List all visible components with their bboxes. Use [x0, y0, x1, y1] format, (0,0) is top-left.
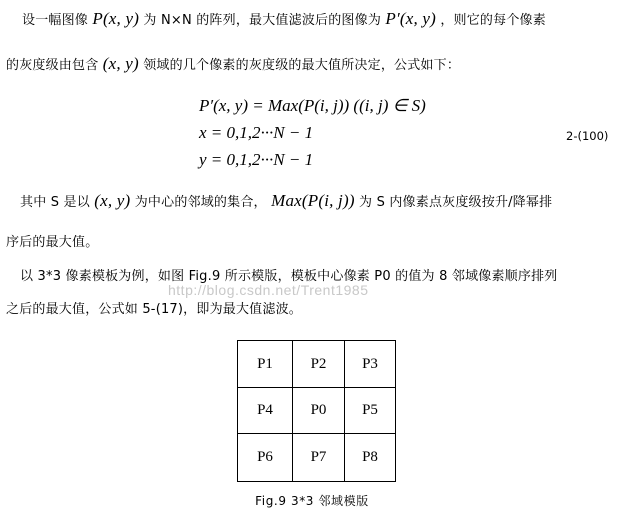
grid-cell-p2: P2	[293, 341, 345, 388]
grid-row	[238, 388, 396, 434]
equation-row2: x = 0,1,2···N − 1	[199, 123, 314, 142]
para2-line2: 序后的最大值。	[6, 235, 99, 250]
math-P-xy: P(x, y)	[92, 9, 140, 28]
math-max-pij: Max(P(i, j))	[271, 191, 355, 210]
para1-line2-text2: 领域的几个像素的灰度级的最大值所决定，公式如下：	[143, 58, 461, 73]
equation-number: 2-(100)	[566, 129, 609, 143]
grid-cell-p1: P1	[238, 341, 293, 388]
para1-line2-text1: 的灰度级由包含	[6, 58, 99, 73]
para1-line1-text2: 为 N×N 的阵列，最大值滤波后的图像为	[143, 13, 382, 28]
para2-line1-text3: 为 S 内像素点灰度级按升/降幂排	[359, 195, 553, 210]
grid-cell-p8: P8	[345, 434, 396, 482]
math-P-prime-xy: P′(x, y)	[385, 9, 436, 28]
math-xy-2: (x, y)	[94, 191, 131, 210]
grid-cell-p5: P5	[345, 388, 396, 434]
equation-row1: P′(x, y) = Max(P(i, j)) ((i, j) ∈ S)	[199, 96, 426, 115]
watermark-text: http://blog.csdn.net/Trent1985	[168, 282, 369, 298]
para1-line1-text3: ，则它的每个像素	[440, 13, 546, 28]
grid-cell-p3: P3	[345, 341, 396, 388]
para1-line2	[6, 55, 460, 75]
para3-line2: 之后的最大值，公式如 5-(17)，即为最大值滤波。	[6, 302, 302, 317]
grid-cell-p7: P7	[293, 434, 345, 482]
grid-row	[238, 341, 396, 388]
para1-line1-text1: 设一幅图像	[22, 13, 89, 28]
para2-line1-text2: 为中心的邻域的集合，	[134, 195, 267, 210]
para2-line1-text1: 其中 S 是以	[20, 195, 90, 210]
grid-cell-p4: P4	[238, 388, 293, 434]
figure-caption: Fig.9 3*3 邻域模版	[255, 494, 369, 508]
math-xy: (x, y)	[102, 54, 139, 73]
para3-line1: 以 3*3 像素模板为例，如图 Fig.9 所示模版，模板中心像素 P0 的值为 8 邻域像素顺序排列	[20, 269, 558, 284]
grid-cell-p0: P0	[293, 388, 345, 434]
equation-row3: y = 0,1,2···N − 1	[199, 150, 314, 169]
neighborhood-grid	[237, 340, 396, 482]
para2-line1	[20, 192, 552, 212]
grid-row	[238, 434, 396, 482]
para1-line1	[22, 10, 546, 30]
grid-cell-p6: P6	[238, 434, 293, 482]
